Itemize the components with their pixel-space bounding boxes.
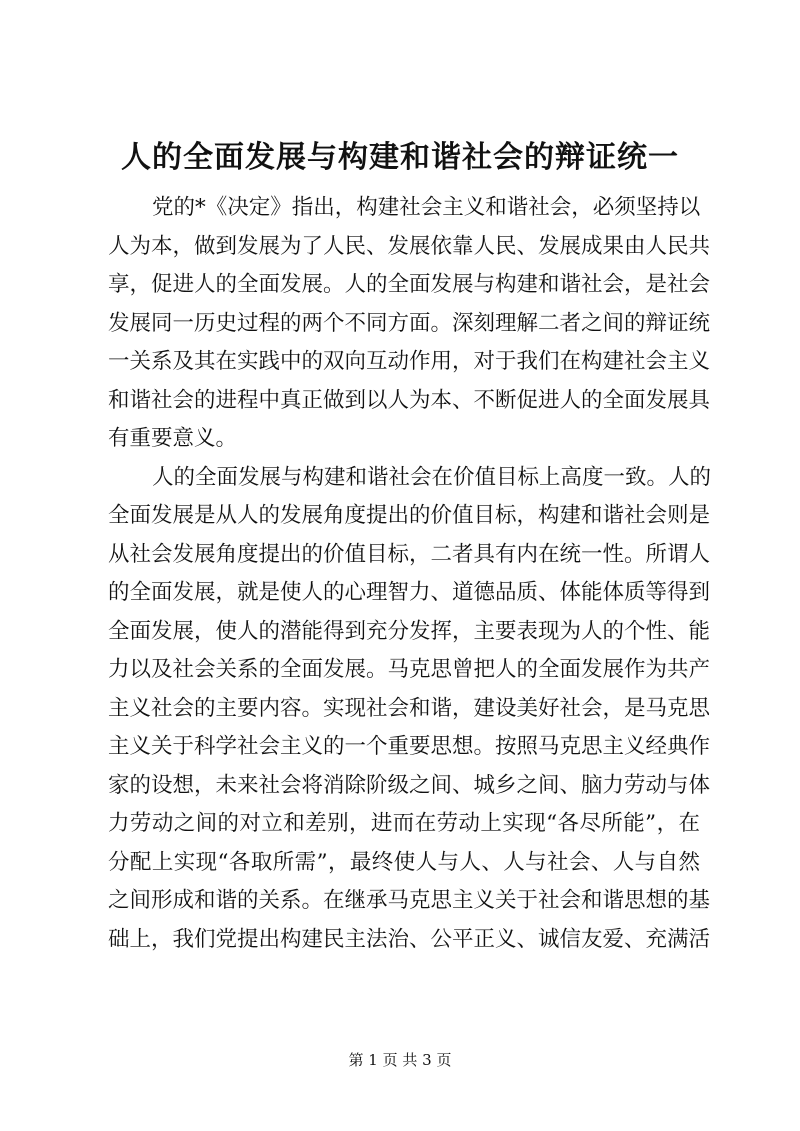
document-body bbox=[108, 189, 712, 959]
paragraph-2-line-5: 全面发展，使人的潜能得到充分发挥，主要表现为人的个性、能 bbox=[108, 618, 711, 644]
paragraph-2-line-3: 从社会发展角度提出的价值目标，二者具有内在统一性。所谓人 bbox=[108, 541, 711, 567]
paragraph-1-line-2: 人为本，做到发展为了人民、发展依靠人民、发展成果由人民共 bbox=[108, 233, 711, 259]
paragraph-2-line-11: 分配上实现“各取所需”，最终使人与人、人与社会、人与自然 bbox=[108, 849, 700, 875]
paragraph-2-line-12: 之间形成和谐的关系。在继承马克思主义关于社会和谐思想的基 bbox=[108, 888, 711, 913]
paragraph-1-line-3: 享，促进人的全面发展。人的全面发展与构建和谐社会，是社会 bbox=[108, 272, 711, 297]
paragraph-2-line-13: 础上，我们党提出构建民主法治、公平正义、诚信友爱、充满活 bbox=[108, 926, 711, 952]
page-footer: 第 1 页 共 3 页 bbox=[348, 1051, 452, 1069]
document-title: 人的全面发展与构建和谐社会的辩证统一 bbox=[121, 140, 679, 175]
paragraph-2-line-8: 主义关于科学社会主义的一个重要思想。按照马克思主义经典作 bbox=[108, 734, 711, 759]
paragraph-2-line-1: 人的全面发展与构建和谐社会在价值目标上高度一致。人的 bbox=[152, 464, 712, 490]
paragraph-2-line-2: 全面发展是从人的发展角度提出的价值目标，构建和谐社会则是 bbox=[108, 503, 711, 528]
paragraph-1-line-5: 一关系及其在实践中的双向互动作用，对于我们在构建社会主义 bbox=[108, 349, 711, 374]
paragraph-1-line-7: 有重要意义。 bbox=[108, 426, 238, 451]
paragraph-1-line-6: 和谐社会的进程中真正做到以人为本、不断促进人的全面发展具 bbox=[108, 387, 711, 413]
paragraph-2-line-4: 的全面发展，就是使人的心理智力、道德品质、体能体质等得到 bbox=[108, 580, 711, 605]
paragraph-1-line-4: 发展同一历史过程的两个不同方面。深刻理解二者之间的辩证统 bbox=[108, 310, 711, 336]
paragraph-1-line-1: 党的*《决定》指出，构建社会主义和谐社会，必须坚持以 bbox=[152, 195, 701, 220]
paragraph-2-line-7: 主义社会的主要内容。实现社会和谐，建设美好社会，是马克思 bbox=[108, 695, 711, 721]
paragraph-2-line-6: 力以及社会关系的全面发展。马克思曾把人的全面发展作为共产 bbox=[108, 657, 711, 682]
paragraph-2-line-9: 家的设想，未来社会将消除阶级之间、城乡之间、脑力劳动与体 bbox=[108, 772, 711, 798]
paragraph-2-line-10: 力劳动之间的对立和差别，进而在劳动上实现“各尽所能”，在 bbox=[108, 811, 700, 836]
